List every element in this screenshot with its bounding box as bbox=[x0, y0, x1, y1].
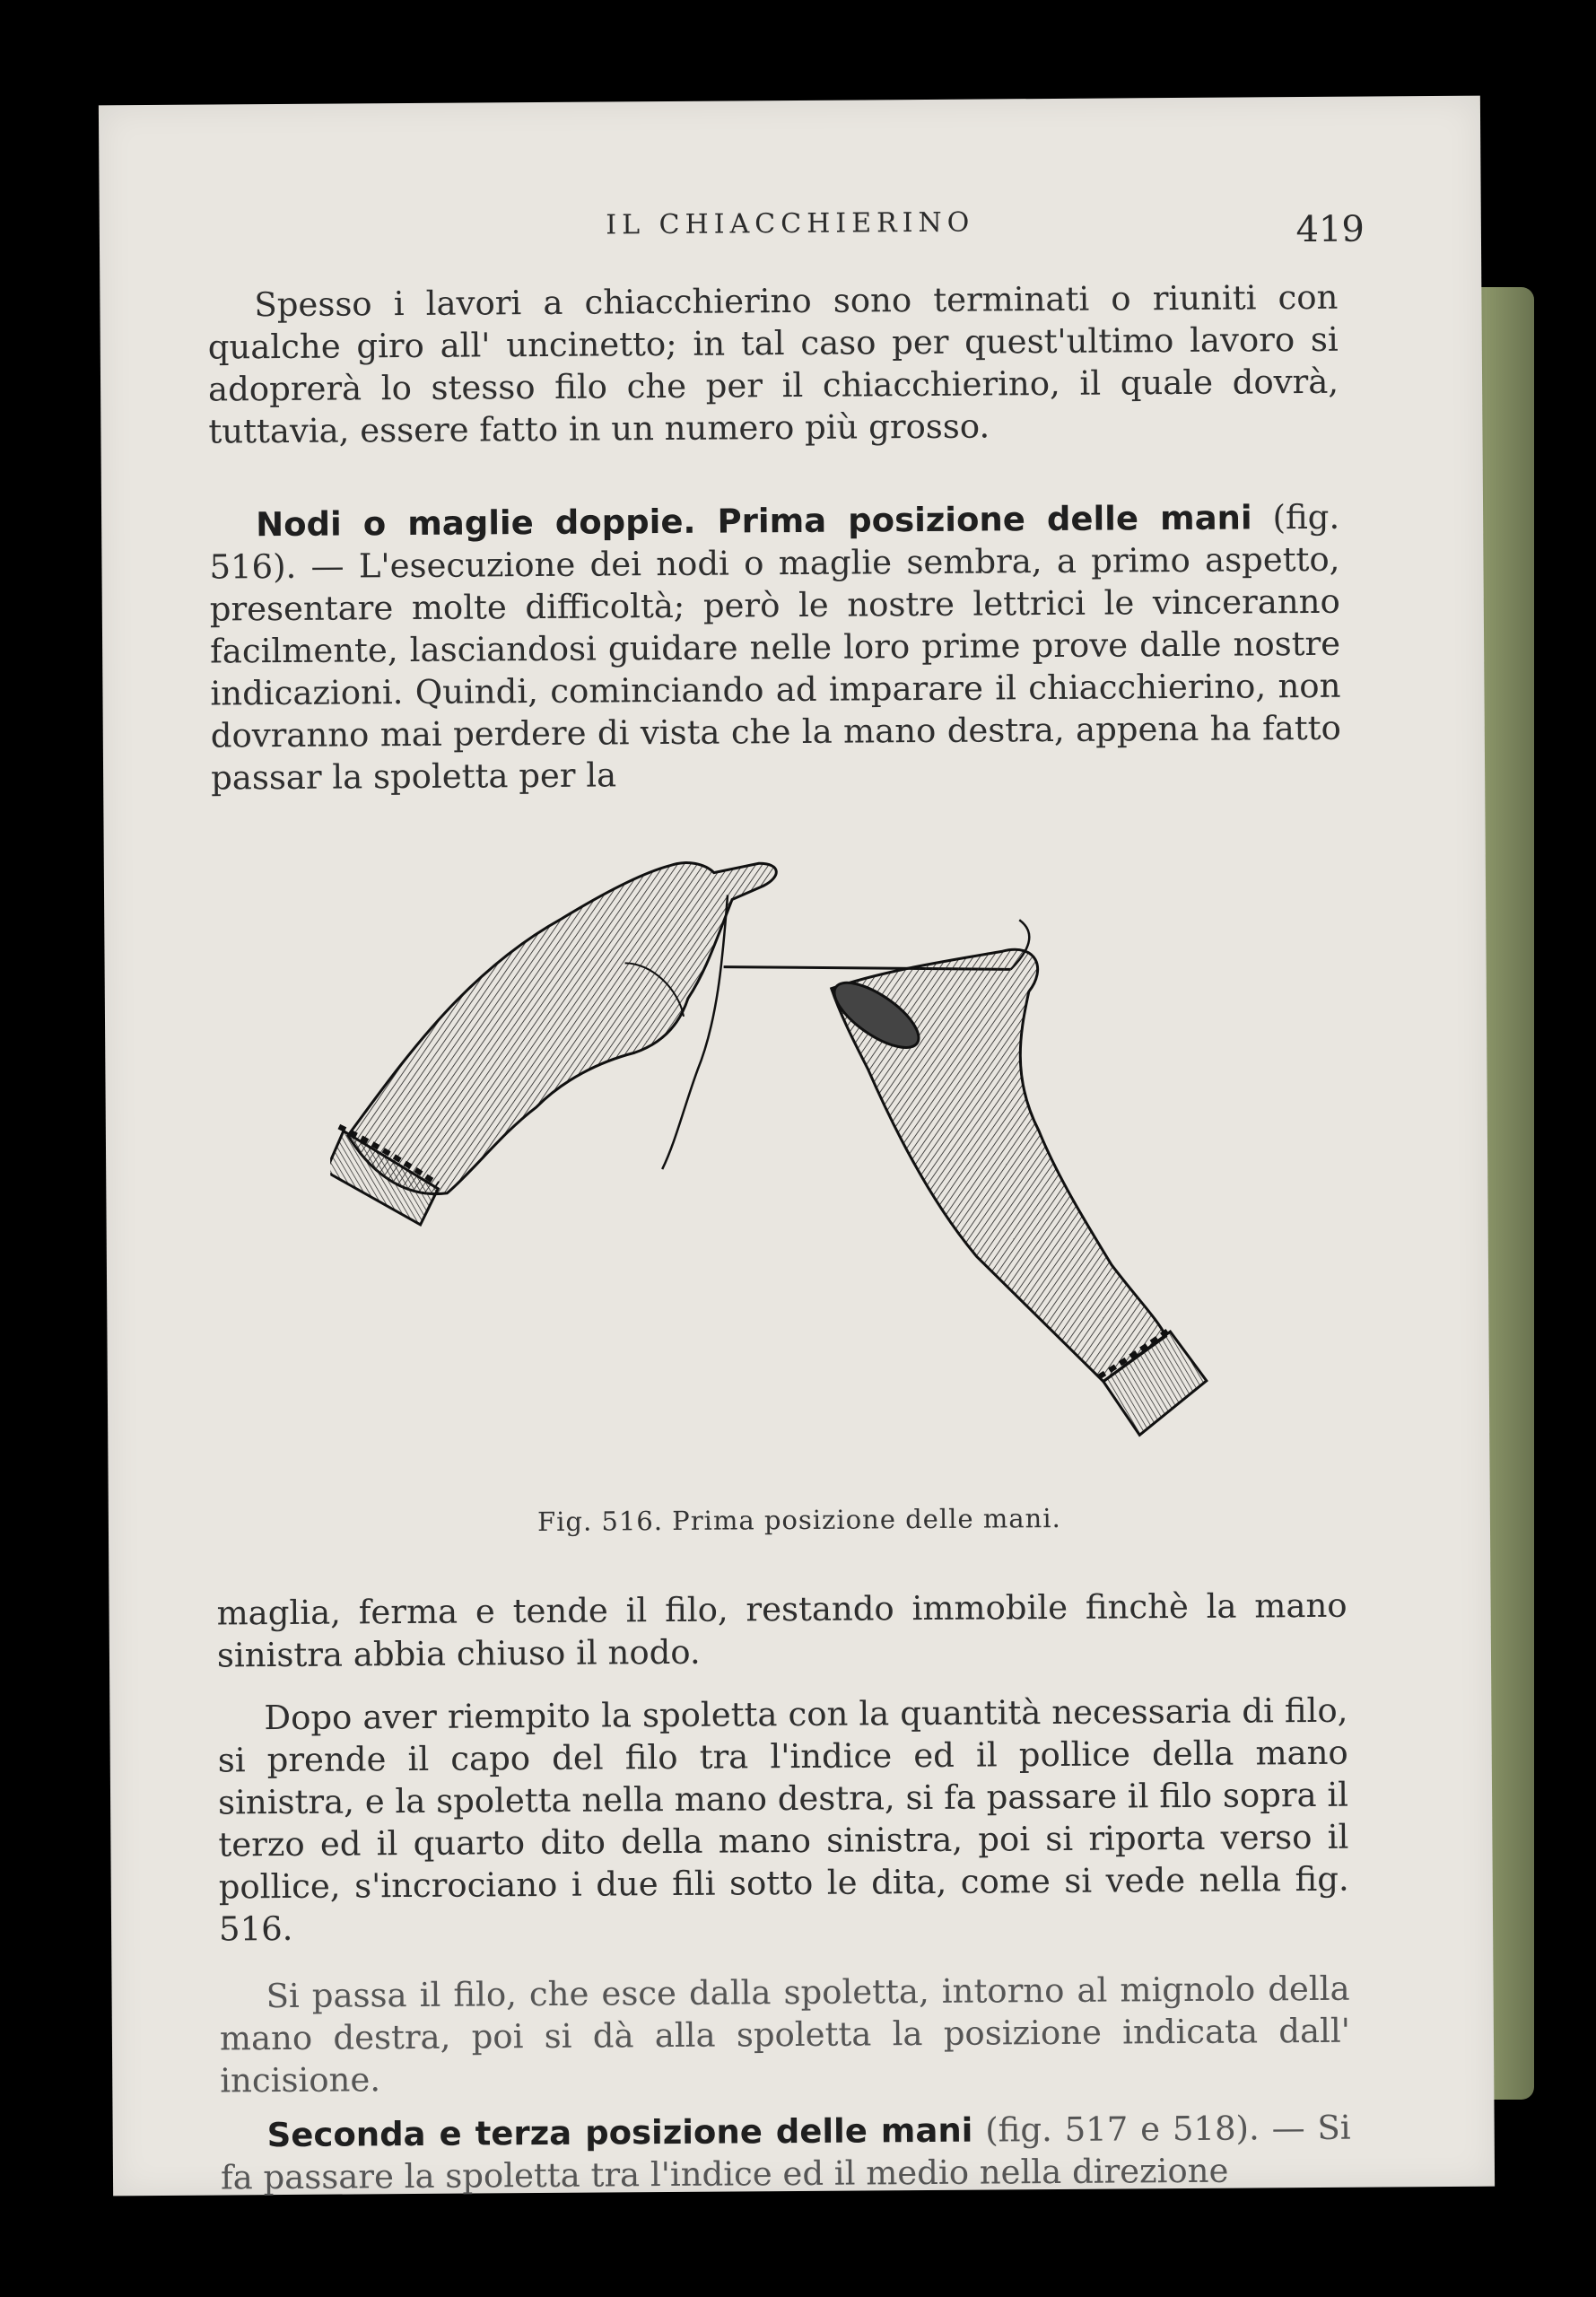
paragraph-4: Dopo aver riempito la spoletta con la quantità necessaria di filo, si prende il capo del filo tra l'indice ed il pollice della mano sinistra, e la spoletta nella mano destra, si fa passare il filo sopra il terzo ed il quarto dito della mano sinistra, poi si riporta verso il pollice, s'incrociano i due fili sotto le dita, come si vede nella fig. 516. bbox=[217, 1690, 1349, 1949]
page-number: 419 bbox=[1295, 208, 1365, 251]
left-hand-icon bbox=[328, 862, 779, 1226]
paragraph-1: Spesso i lavori a chiacchierino sono terminati o riuniti con qualche giro all' uncinetto; in tal caso per quest'ultimo lavoro si adoprerà lo stesso filo che per il chiacchierino, il quale dovrà, tuttavia, essere fatto in un numero più grosso. bbox=[207, 277, 1339, 451]
figure-caption: Fig. 516. Prima posizione delle mani. bbox=[536, 1502, 1061, 1538]
paragraph-2-body: (fig. 516). — L'esecuzione dei nodi o maglie sembra, a primo aspetto, presentare molte difficoltà; però le nostre lettrici le vinceranno facilmente, lasciandosi guidare nelle loro prime prove dalle nostre indicazioni. Quindi, cominciando ad imparare il chiacchierino, non dovranno mai perdere di vista che la mano destra, appena ha fatto passar la spoletta per la bbox=[209, 497, 1341, 798]
paragraph-5: Si passa il filo, che esce dalla spoletta, intorno al mignolo della mano destra, poi si dà alla spoletta la posizione indicata dall' incisione. bbox=[219, 1969, 1351, 2100]
book-page bbox=[99, 96, 1495, 2197]
paragraph-6-body: (fig. 517 e 518). — Si fa passare la spoletta tra l'indice ed il medio nella direzione bbox=[220, 2108, 1351, 2197]
paragraph-2 bbox=[209, 496, 1341, 799]
right-hand-icon bbox=[824, 948, 1207, 1437]
tatting-hands-illustration bbox=[328, 833, 1284, 1485]
paragraph-2-heading: Nodi o maglie doppie. Prima posizione delle mani bbox=[256, 498, 1252, 545]
paragraph-6 bbox=[221, 2107, 1352, 2199]
paragraph-6-heading: Seconda e terza posizione delle mani bbox=[266, 2110, 973, 2155]
figure-516 bbox=[328, 833, 1284, 1485]
paragraph-3: maglia, ferma e tende il filo, restando immobile finchè la mano sinistra abbia chiuso il nodo. bbox=[216, 1585, 1347, 1675]
running-head: IL CHIACCHIERINO bbox=[606, 206, 975, 241]
